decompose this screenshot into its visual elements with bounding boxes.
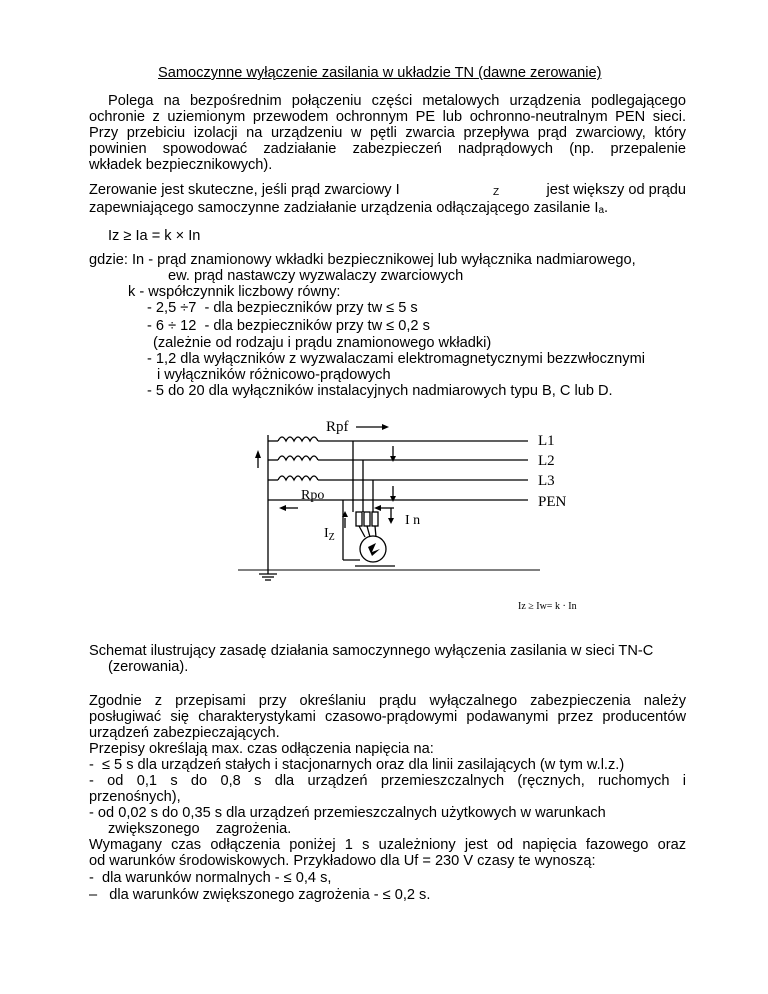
line-label-l1: L1 xyxy=(538,433,555,449)
paragraph2-line-2: posługiwać się charakterystykami czasowo-prądowymi podawanymi przez producentów xyxy=(89,709,686,725)
rpo-label: Rpo xyxy=(301,488,325,503)
page-title: Samoczynne wyłączenie zasilania w układzie TN (dawne zerowanie) xyxy=(158,65,602,81)
line-label-l2: L2 xyxy=(538,453,555,469)
definition-2: ew. prąd nastawczy wyzwalaczy zwarciowych xyxy=(168,268,464,284)
iz-label-sub: Z xyxy=(328,532,335,543)
definition-8: i wyłączników różnicowo-prądowych xyxy=(157,367,391,383)
condition-text-b: jest większy od prądu xyxy=(542,182,686,198)
paragraph2-line-10: Wymagany czas odłączenia poniżej 1 s uzależniony jest od napięcia fazowego oraz xyxy=(89,837,686,853)
intro-line-4: powinien spowodować zadziałanie zabezpieczeń nadprądowych (np. przepalenie xyxy=(89,141,686,157)
paragraph2-line-8: - od 0,02 s do 0,35 s dla urządzeń przemieszczalnych użytkowych w warunkach xyxy=(89,805,606,821)
definition-9: - 5 do 20 dla wyłączników instalacyjnych nadmiarowych typu B, C lub D. xyxy=(147,383,613,399)
paragraph2-line-4: Przepisy określają max. czas odłączenia napięcia na: xyxy=(89,741,434,757)
formula: Iz ≥ Ia = k × In xyxy=(108,228,201,244)
caption-line-1: Schemat ilustrujący zasadę działania samoczynnego wyłączenia zasilania w sieci TN-C xyxy=(89,643,654,659)
definition-3: k - współczynnik liczbowy równy: xyxy=(128,284,341,300)
condition-sub-a: a xyxy=(598,205,605,216)
condition-text-d: . xyxy=(604,200,609,216)
in-label: I n xyxy=(405,513,421,528)
diagram-formula: Iz ≥ Iw= k · In xyxy=(518,601,577,612)
definition-4: - 2,5 ÷7 - dla bezpieczników przy tw ≤ 5 s xyxy=(147,300,418,316)
condition-sub-z: Z xyxy=(493,187,500,198)
paragraph2-line-13: – dla warunków zwiększonego zagrożenia - ≤ 0,2 s. xyxy=(89,887,431,903)
rpf-label: Rpf xyxy=(326,419,349,435)
definition-7: - 1,2 dla wyłączników z wyzwalaczami elektromagnetycznymi bezzwłocznymi xyxy=(147,351,645,367)
paragraph2-line-3: urządzeń zabezpieczających. xyxy=(89,725,280,741)
line-label-pen: PEN xyxy=(538,494,567,510)
paragraph2-line-11: od warunków środowiskowych. Przykładowo dla Uf = 230 V czasy te wynoszą: xyxy=(89,853,596,869)
iz-label-main: I xyxy=(324,526,329,541)
intro-line-3: Przy przebiciu izolacji na urządzeniu w pętli zwarcia przepływa prąd zwarciowy, który xyxy=(89,125,686,141)
paragraph2-line-7: przenośnych), xyxy=(89,789,181,805)
paragraph2-line-1: Zgodnie z przepisami przy określaniu prądu wyłączalnego zabezpieczenia należy xyxy=(89,693,686,709)
paragraph2-line-5: - ≤ 5 s dla urządzeń stałych i stacjonarnych oraz dla linii zasilających (w tym w.l.z.) xyxy=(89,757,625,773)
paragraph2-line-9: zwiększonego zagrożenia. xyxy=(108,821,292,837)
intro-line-1: Polega na bezpośrednim połączeniu części metalowych urządzenia podlegającego xyxy=(108,93,686,109)
paragraph2-line-12: - dla warunków normalnych - ≤ 0,4 s, xyxy=(89,870,332,886)
line-label-l3: L3 xyxy=(538,473,555,489)
intro-line-5: wkładek bezpiecznikowych). xyxy=(89,157,273,173)
definition-5: - 6 ÷ 12 - dla bezpieczników przy tw ≤ 0,2 s xyxy=(147,318,430,334)
condition-text-a: Zerowanie jest skuteczne, jeśli prąd zwarciowy I xyxy=(89,182,400,198)
paragraph2-line-6: - od 0,1 s do 0,8 s dla urządzeń przemieszczalnych (ręcznych, ruchomych i xyxy=(89,773,686,789)
definition-1: gdzie: In - prąd znamionowy wkładki bezpiecznikowej lub wyłącznika nadmiarowego, xyxy=(89,252,636,268)
intro-line-2: ochronie z uziemionym przewodem ochronnym PE lub ochronno-neutralnym PEN sieci. xyxy=(89,109,686,125)
definition-6: (zależnie od rodzaju i prądu znamionowego wkładki) xyxy=(153,335,492,351)
iz-label xyxy=(324,526,335,543)
caption-line-2: (zerowania). xyxy=(108,659,189,675)
condition-text-c: zapewniającego samoczynne zadziałanie urządzenia odłączającego zasilanie I xyxy=(89,200,599,216)
